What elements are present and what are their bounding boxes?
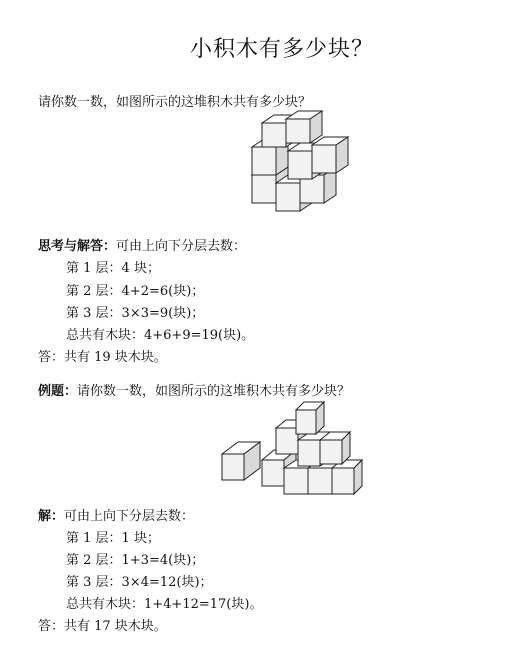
cube (286, 111, 322, 143)
problem2-question-line (38, 380, 350, 399)
problem2-step-3: 第 3 层：3×4=12(块)； (66, 575, 213, 590)
problem2-answer-line (38, 505, 194, 524)
cube (332, 460, 362, 494)
cube (222, 442, 260, 480)
problem1-answer-line (38, 235, 246, 254)
cube (312, 137, 348, 173)
problem1-question: 请你数一数，如图所示的这堆积木共有多少块？ (38, 95, 312, 110)
problem2-answer-heading: 解： (38, 509, 65, 524)
problem2-final-answer: 答：共有 17 块木块。 (38, 619, 167, 634)
problem1-total: 总共有木块：4+6+9=19(块)。 (66, 328, 255, 343)
page-title: 小积木有多少块？ (190, 37, 375, 62)
problem1-step-1: 第 1 层：4 块； (66, 261, 160, 276)
problem1-step-2: 第 2 层：4+2=6(块)； (66, 284, 205, 299)
problem2-step-2: 第 2 层：1+3=4(块)； (66, 553, 205, 568)
problem2-heading: 例题： (38, 384, 78, 399)
problem1-final-answer: 答：共有 19 块木块。 (38, 350, 167, 365)
problem2-answer-intro: 可由上向下分层去数： (64, 509, 195, 524)
problem2-step-1: 第 1 层：1 块； (66, 531, 160, 546)
cube (296, 402, 324, 434)
problem2-question: 请你数一数，如图所示的这堆积木共有多少块？ (77, 384, 351, 399)
problem1-answer-heading: 思考与解答： (38, 239, 117, 254)
problem1-step-3: 第 3 层：3×3=9(块)； (66, 306, 205, 321)
cube-stack-figure-2 (216, 398, 366, 504)
cube-stack-figure-1 (240, 105, 360, 217)
problem1-answer-intro: 可由上向下分层去数： (116, 239, 247, 254)
cube (320, 432, 350, 464)
problem2-total: 总共有木块：1+4+12=17(块)。 (66, 597, 263, 612)
